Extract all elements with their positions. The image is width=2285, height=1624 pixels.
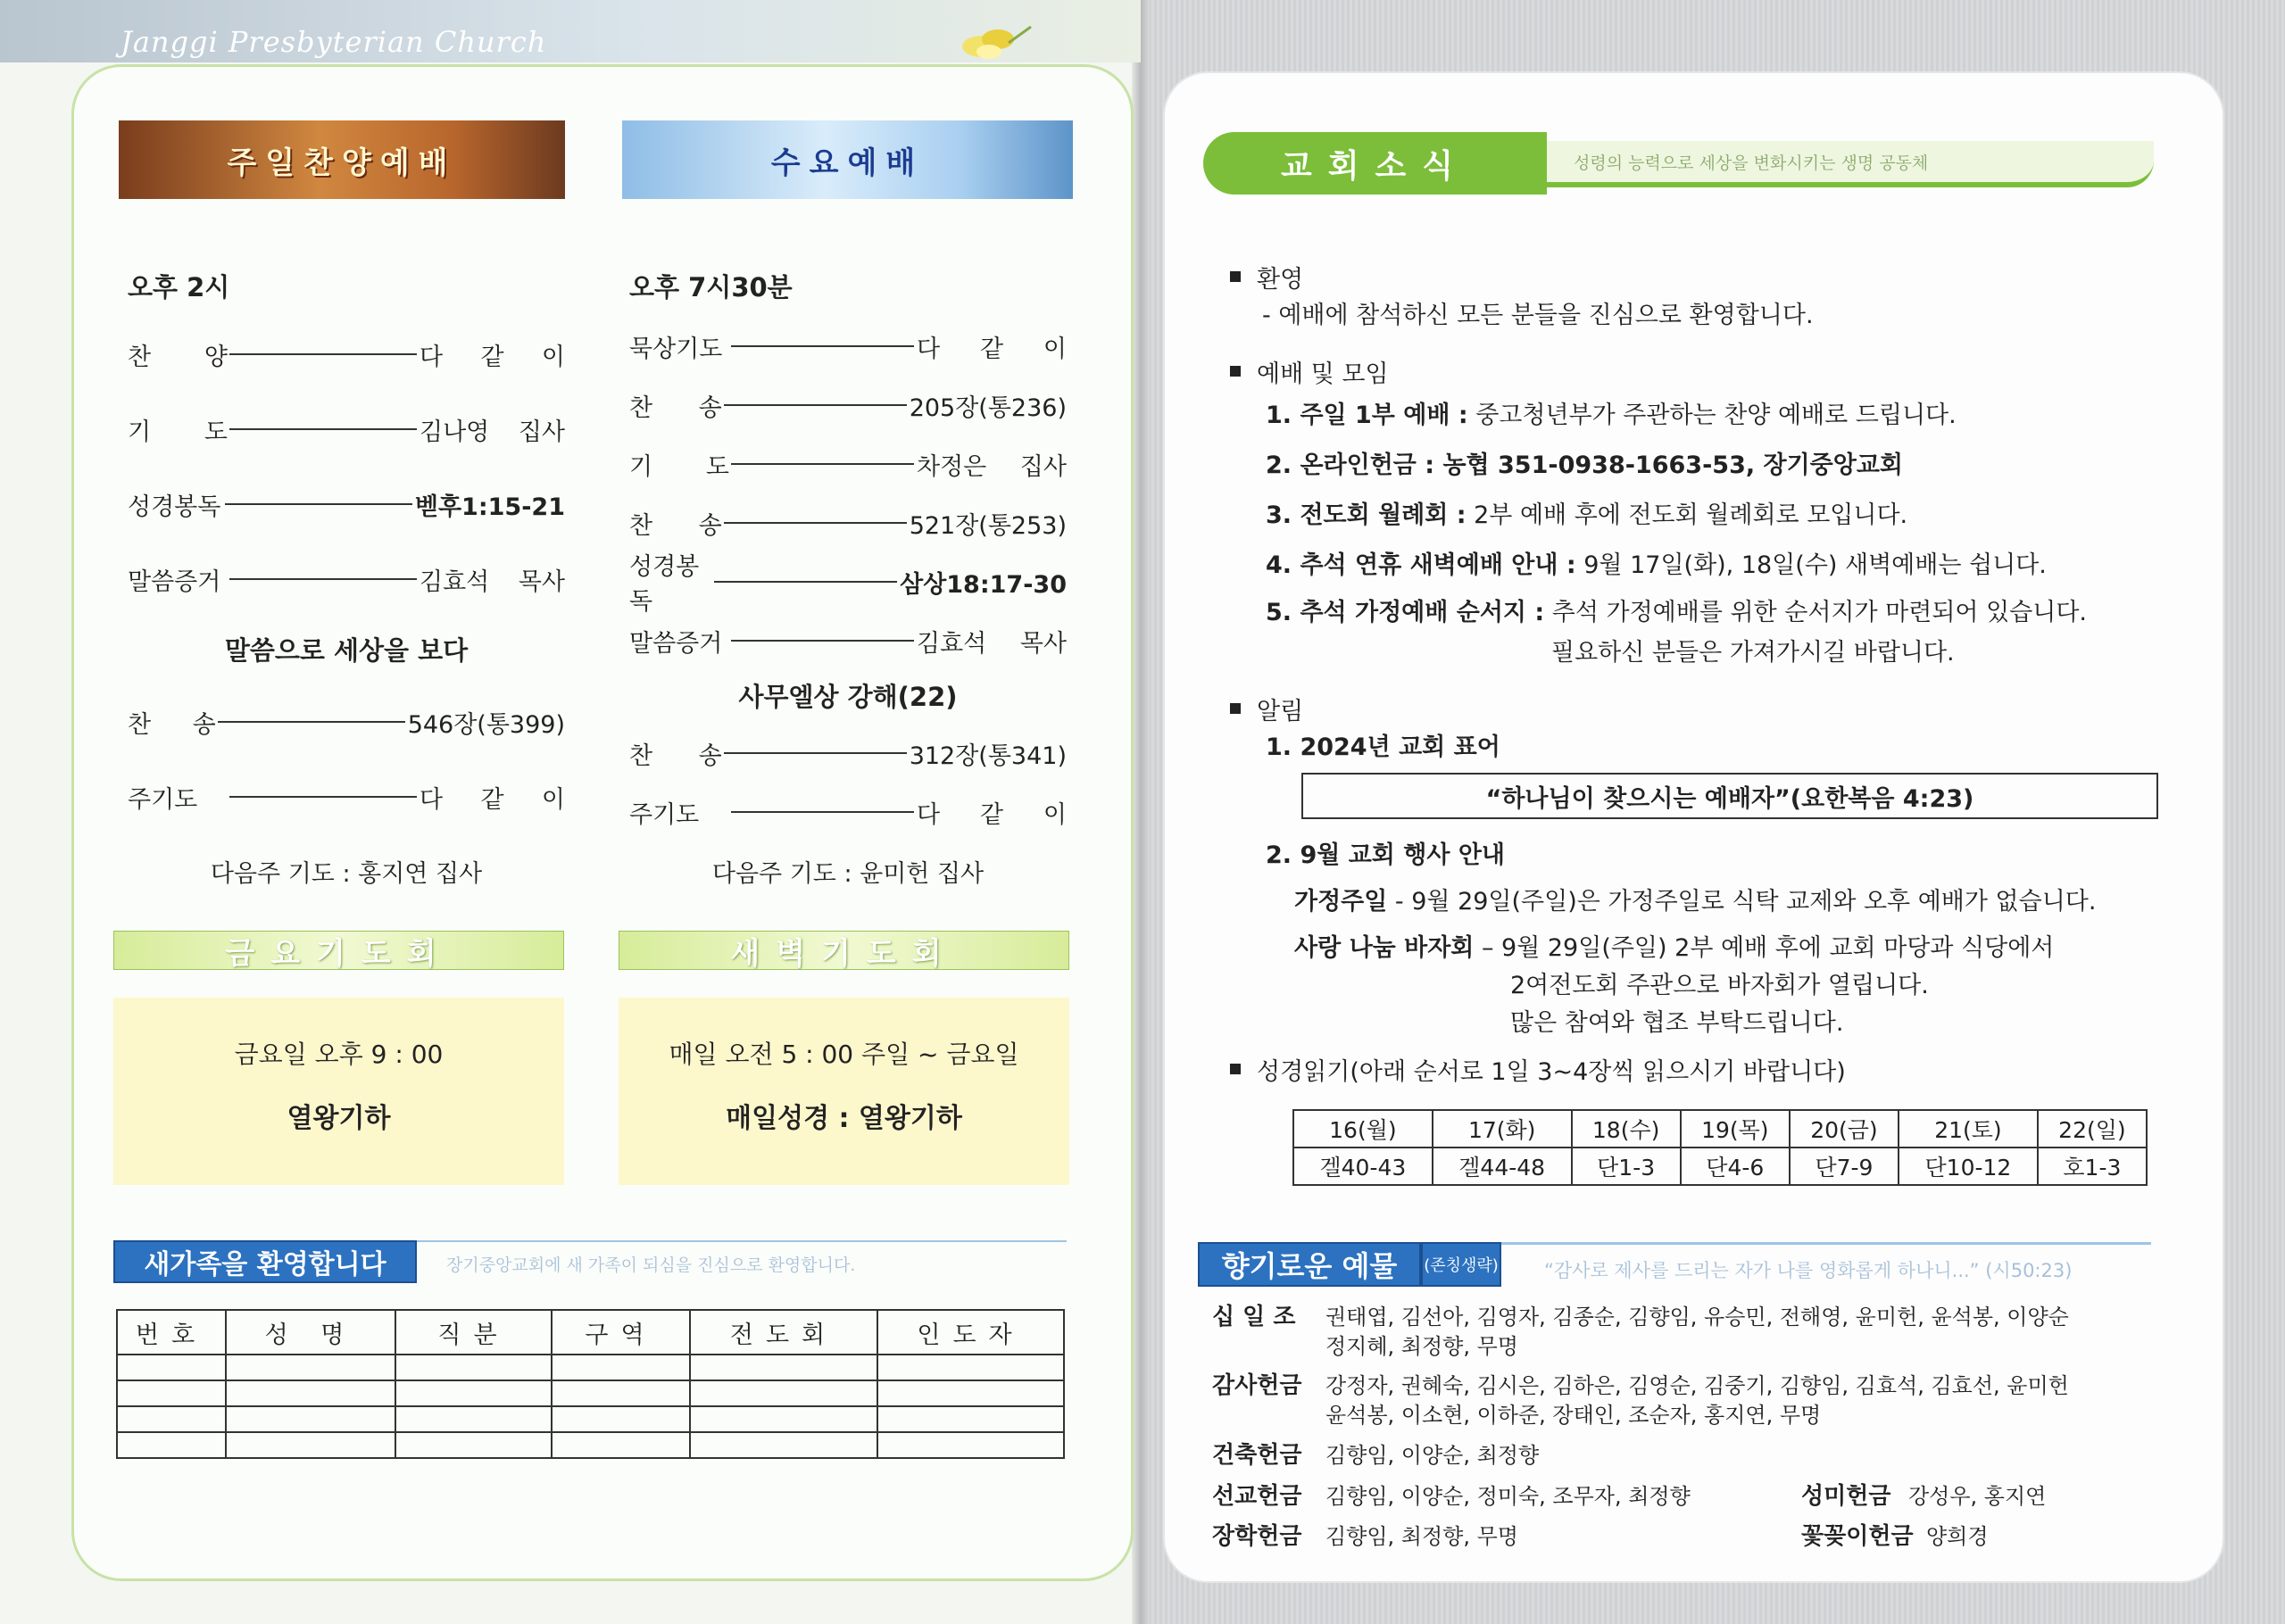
event-text: 많은 참여와 협조 부탁드립니다. (1510, 1009, 1844, 1037)
list-item (1266, 541, 2158, 591)
event-item-continuation (1294, 967, 2158, 1005)
next-week-prayer: 다음주 기도 : 윤미헌 집사 (711, 860, 985, 888)
offering-category: 건축헌금 (1212, 1442, 1302, 1469)
table-row (117, 1380, 1064, 1406)
item-head: 1. 2024년 교회 표어 (1266, 733, 1500, 761)
reading-passage: 단4-6 (1681, 1148, 1790, 1185)
list-item (1266, 591, 2158, 635)
offering-category: 성미헌금 (1801, 1483, 1891, 1510)
order-label: 성경봉독 (629, 553, 700, 616)
order-label: 찬 송 (629, 742, 722, 770)
event-text: 2여전도회 주관으로 바자회가 열립니다. (1510, 972, 1929, 999)
order-row (128, 684, 565, 759)
reading-day: 16(월) (1293, 1110, 1433, 1148)
offering-names: 김향임, 이양순, 최정향 (1325, 1443, 1540, 1468)
column-header: 전도회 (690, 1310, 877, 1355)
order-label: 기 도 (128, 418, 228, 446)
offering-mission (1212, 1482, 1748, 1514)
event-item (1294, 930, 2158, 967)
event-text: – 9월 29일(주일) 2부 예배 후에 교회 마당과 식당에서 (1474, 934, 2055, 962)
order-label: 찬 송 (128, 710, 216, 739)
dawn-prayer-title: 새벽기도회 (619, 931, 1069, 970)
order-label: 말씀증거 (128, 568, 221, 596)
order-label: 묵상기도 (629, 335, 723, 363)
friday-prayer-content: 열왕기하 (287, 1103, 391, 1134)
section-title: 성경읽기(아래 순서로 1일 3~4장씩 읽으시기 바랍니다) (1257, 1057, 1846, 1086)
offerings-honorific-note: (존칭생략) (1421, 1242, 1501, 1287)
offerings-title: 향기로운 예물 (1198, 1242, 1421, 1287)
bullet-square-icon (1230, 1064, 1241, 1074)
item-text: 9월 17일(화), 18일(수) 새벽예배는 쉽니다. (1575, 551, 2047, 579)
order-value: 김나영 집사 (420, 418, 565, 446)
item-head: 5. 추석 가정예배 순서지 : (1266, 599, 1545, 626)
reading-passage: 단7-9 (1790, 1148, 1899, 1185)
offering-flower (1801, 1522, 2158, 1554)
reading-day: 18(수) (1572, 1110, 1681, 1148)
bulletin-spine (1132, 0, 1150, 1624)
item-head: 2. 9월 교회 행사 안내 (1266, 841, 1506, 869)
reading-passage: 겔40-43 (1293, 1148, 1433, 1185)
flower-icon (946, 16, 1035, 70)
item-text: 추석 가정예배를 위한 순서지가 마련되어 있습니다. (1544, 599, 2087, 626)
wednesday-service-banner: 수요예배 (622, 120, 1073, 199)
order-value: 다 같 이 (917, 800, 1067, 829)
offering-scholarship (1212, 1522, 1748, 1554)
column-header: 구역 (552, 1310, 690, 1355)
section-bible-reading (1230, 1049, 2158, 1089)
news-header (1203, 132, 2154, 195)
column-header: 번호 (117, 1310, 226, 1355)
new-family-table (116, 1309, 1065, 1459)
reading-day: 22(일) (2038, 1110, 2147, 1148)
order-value: 삼상18:17-30 (900, 570, 1067, 599)
offering-category: 장학헌금 (1212, 1523, 1302, 1550)
news-title: 교회소식 (1203, 132, 1547, 195)
event-text: - 9월 29일(주일)은 가정주일로 식탁 교제와 오후 예배가 없습니다. (1387, 888, 2097, 916)
order-value: 205장(통236) (909, 394, 1067, 422)
offering-category: 십 일 조 (1212, 1304, 1296, 1330)
welcome-text: - 예배에 참석하신 모든 분들을 진심으로 환영합니다. (1262, 302, 1814, 329)
list-item (1266, 491, 2158, 541)
order-label: 찬 송 (629, 394, 722, 422)
friday-prayer-title: 금요기도회 (113, 931, 564, 970)
friday-prayer-box (113, 998, 564, 1185)
sermon-title: 말씀으로 세상을 보다 (224, 635, 469, 666)
order-row (128, 467, 565, 542)
order-value: 벧후1:15-21 (414, 493, 565, 521)
order-row (128, 392, 565, 467)
reading-day: 21(토) (1899, 1110, 2038, 1148)
order-value: 김효석 목사 (917, 629, 1067, 658)
offering-category: 꽃꽂이헌금 (1801, 1523, 1914, 1550)
section-title: 알림 (1257, 697, 1304, 725)
item-head: 4. 추석 연휴 새벽예배 안내 : (1266, 551, 1576, 579)
order-row (629, 611, 1067, 670)
order-value: 다 같 이 (420, 785, 565, 814)
dawn-prayer-time: 매일 오전 5 : 00 주일 ~ 금요일 (669, 1040, 1019, 1069)
church-name: Janggi Presbyterian Church (120, 25, 547, 59)
offering-names: 강정자, 권혜숙, 김시은, 김하은, 김영순, 김중기, 김향임, 김효석, 김효선, 윤미헌 윤석봉, 이소현, 이하준, 장태인, 조순자, 홍지연, 무명 (1325, 1373, 2069, 1428)
order-value: 521장(통253) (909, 511, 1067, 540)
item-text: 중고청년부가 주관하는 찬양 예배로 드립니다. (1467, 402, 1957, 429)
divider (1501, 1242, 2151, 1245)
order-row (128, 759, 565, 834)
order-label: 성경봉독 (128, 493, 221, 521)
table-row (117, 1432, 1064, 1458)
list-item (1266, 441, 2158, 491)
order-value: 546장(통399) (407, 710, 565, 739)
table-row (117, 1406, 1064, 1432)
order-label: 주기도 (629, 800, 700, 829)
order-row (629, 376, 1067, 435)
bible-reading-table (1292, 1109, 2148, 1186)
reading-day: 19(목) (1681, 1110, 1790, 1148)
event-head: 가정주일 (1294, 888, 1388, 916)
offering-names: 김향임, 최정향, 무명 (1325, 1524, 1518, 1549)
order-value: 312장(통341) (909, 742, 1067, 770)
order-label: 찬 송 (629, 511, 722, 540)
offering-names: 김향임, 이양순, 정미숙, 조무자, 최정향 (1325, 1484, 1691, 1509)
new-family-title: 새가족을 환영합니다 (113, 1240, 417, 1283)
bullet-square-icon (1230, 703, 1241, 714)
reading-passage: 단1-3 (1572, 1148, 1681, 1185)
news-body (1230, 257, 2158, 1089)
column-header: 직분 (395, 1310, 552, 1355)
offering-category: 선교헌금 (1212, 1483, 1302, 1510)
event-item (1294, 883, 2158, 921)
order-value: 김효석 목사 (420, 568, 565, 596)
divider (417, 1240, 1067, 1242)
order-row (629, 493, 1067, 552)
list-item (1266, 728, 2158, 767)
friday-prayer-time: 금요일 오후 9 : 00 (234, 1040, 444, 1069)
column-header: 인도자 (877, 1310, 1064, 1355)
sermon-title: 사무엘상 강해(22) (738, 682, 958, 712)
news-subtitle: 성령의 능력으로 세상을 변화시키는 생명 공동체 (1574, 153, 1929, 173)
table-row (1293, 1148, 2147, 1185)
service-time: 오후 7시30분 (629, 272, 793, 302)
list-item (1266, 833, 2158, 878)
offering-names: 권태엽, 김선아, 김영자, 김종순, 김향임, 유승민, 전해영, 윤미헌, 윤석봉, 이양순 정지혜, 최정향, 무명 (1325, 1305, 2069, 1359)
column-header: 성 명 (226, 1310, 395, 1355)
reading-day: 20(금) (1790, 1110, 1899, 1148)
reading-passage: 단10-12 (1899, 1148, 2038, 1185)
event-item-continuation (1294, 1005, 2158, 1042)
table-row (1293, 1110, 2147, 1148)
section-worship (1230, 352, 2158, 391)
order-row (629, 435, 1067, 493)
table-header-row (117, 1310, 1064, 1355)
order-row (128, 542, 565, 617)
list-item (1266, 391, 2158, 441)
new-family-note: 장기중앙교회에 새 가족이 되심을 진심으로 환영합니다. (446, 1255, 856, 1275)
service-time: 오후 2시 (128, 272, 230, 302)
bullet-square-icon (1230, 366, 1241, 377)
next-week-prayer: 다음주 기도 : 홍지연 집사 (210, 860, 483, 888)
bullet-square-icon (1230, 271, 1241, 282)
offering-tithe (1212, 1303, 2158, 1365)
item-head: 1. 주일 1부 예배 : (1266, 402, 1468, 429)
event-head: 사랑 나눔 바자회 (1294, 934, 1475, 962)
order-row (128, 317, 565, 392)
section-title: 환영 (1257, 265, 1304, 294)
offerings-verse: “감사로 제사를 드리는 자가 나를 영화롭게 하나니...” (시50:23) (1544, 1260, 2073, 1281)
offering-names: 강성우, 홍지연 (1908, 1484, 2047, 1509)
order-value: 다 같 이 (420, 343, 565, 371)
offering-names: 양희경 (1926, 1524, 1989, 1549)
order-label: 기 도 (629, 452, 729, 481)
list-item-continuation: 필요하신 분들은 가져가시길 바랍니다. (1551, 639, 1955, 667)
offering-building (1212, 1441, 1748, 1473)
church-motto: “하나님이 찾으시는 예배자”(요한복음 4:23) (1301, 773, 2158, 819)
order-value: 다 같 이 (917, 335, 1067, 363)
section-title: 예배 및 모임 (1257, 360, 1389, 388)
order-value: 차정은 집사 (917, 452, 1067, 481)
dawn-prayer-box (619, 998, 1069, 1185)
wednesday-service-order (629, 268, 1067, 889)
item-head: 3. 전도회 월례회 : (1266, 501, 1467, 529)
table-row (117, 1355, 1064, 1380)
offering-category: 감사헌금 (1212, 1372, 1302, 1399)
order-row (629, 317, 1067, 376)
reading-passage: 겔44-48 (1433, 1148, 1572, 1185)
order-label: 말씀증거 (629, 629, 723, 658)
section-notice (1230, 689, 2158, 728)
offering-thanks (1212, 1371, 2158, 1434)
order-row (629, 552, 1067, 616)
order-row (629, 724, 1067, 783)
item-text: 2부 예배 후에 전도회 월례회로 모입니다. (1466, 501, 1908, 529)
sunday-service-order (128, 268, 565, 889)
reading-day: 17(화) (1433, 1110, 1572, 1148)
sunday-service-banner: 주일찬양예배 (119, 120, 565, 199)
order-row (629, 783, 1067, 841)
offering-holy-rice (1801, 1482, 2158, 1514)
item-head: 2. 온라인헌금 : 농협 351-0938-1663-53, 장기중앙교회 (1266, 452, 1904, 479)
section-welcome (1230, 257, 2158, 296)
dawn-prayer-content: 매일성경 : 열왕기하 (726, 1103, 962, 1134)
reading-passage: 호1-3 (2038, 1148, 2147, 1185)
order-label: 찬 양 (128, 343, 228, 371)
order-label: 주기도 (128, 785, 198, 814)
